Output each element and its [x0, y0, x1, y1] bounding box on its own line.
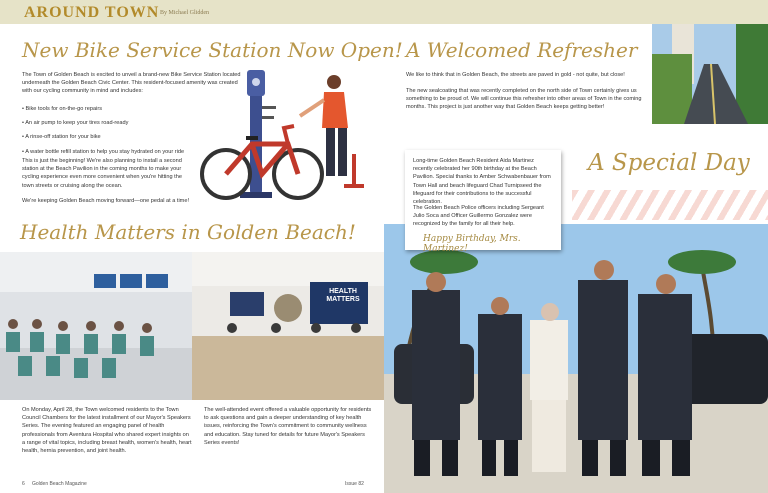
special-day-card: [405, 150, 561, 254]
list-item: • A rinse-off station for your bike: [22, 134, 101, 141]
bike-station-illustration: [196, 66, 382, 206]
bike-feature-list: [22, 105, 222, 162]
speaker-panel-photo: [192, 252, 384, 400]
special-para-1: Long-time Golden Beach Resident Aida Martinez recently celebrated her 90th birthday at the Beach Pavilion. Special thanks to Amber Schwabenbauer from Town Hall and beach lifeguard Chad Turnipseed the lifeguard for their contributions to the successful celebration.: [413, 158, 551, 206]
health-headline: Health Matters in Golden Beach!: [20, 220, 356, 244]
confetti-decoration: [572, 190, 768, 220]
byline: By Michael Glidden: [160, 10, 209, 16]
special-para-2: The Golden Beach Police officers including Sergeant Julio Soca and Officer Guillermo Gonzalez were recognized by the family for all their help.: [413, 205, 544, 228]
health-screen-text: HEALTH MATTERS: [326, 288, 360, 303]
bike-intro: The Town of Golden Beach is excited to unveil a brand-new Bike Service Station located underneath the Golden Beach Civic Center. This resident-focused amenity was created with our cycling community in mind and includes:: [22, 72, 241, 95]
list-item: • Bike tools for on-the-go repairs: [22, 106, 102, 112]
bike-para-2: This is just the beginning! We're also planning to install a second station at the Beach Pavilion in the coming months to make your cycling experience even more convenient when you're hitting the town streets or cruising along the ocean.: [22, 158, 182, 189]
list-item: • A water bottle refill station to help you stay hydrated on your ride: [22, 148, 185, 155]
magazine-name: Golden Beach Magazine: [32, 481, 87, 487]
special-day-headline: A Special Day: [588, 150, 750, 176]
refresher-para-2: The new sealcoating that was recently completed on the north side of Town certainly gives us something to be proud of. We will continue this refresher into other areas of Town in the coming months. This project is just another way that Golden Beach keeps getting better!: [406, 88, 642, 111]
birthday-group-photo: [384, 224, 768, 493]
health-col-2: The well-attended event offered a valuable opportunity for residents to ask questions and gain a deeper understanding of key health issues, reinforcing the Town's commitment to community wellness and education. Stay tuned for details for future Mayor's Speakers Series events!: [204, 407, 372, 446]
list-item: • An air pump to keep your tires road-ready: [22, 120, 129, 127]
bike-para-3: We're keeping Golden Beach moving forward—one pedal at a time!: [22, 198, 190, 204]
group-photo-illustration: [384, 224, 768, 493]
issue-number: Issue 82: [345, 481, 364, 487]
council-chamber-photo: [0, 252, 192, 400]
bike-headline: New Bike Service Station Now Open!: [22, 38, 403, 62]
section-title: AROUND TOWN: [24, 4, 160, 21]
refresher-para-1: We like to think that in Golden Beach, the streets are paved in gold - not quite, but close!: [406, 72, 625, 78]
birthday-signoff: Happy Birthday, Mrs. Martinez!: [423, 234, 521, 254]
page-number: 6: [22, 481, 25, 487]
refresher-headline: A Welcomed Refresher: [406, 38, 638, 62]
health-col-1: On Monday, April 28, the Town welcomed residents to the Town Council Chambers for the latest installment of our Mayor's Speakers Series. The evening featured an engaging panel of health professionals from Aventura Hospital who shared expert insights on a range of vital topics, including breast health, women's health, heart health, hernia prevention, and joint health.: [22, 407, 192, 455]
paved-street-photo: [652, 24, 768, 124]
